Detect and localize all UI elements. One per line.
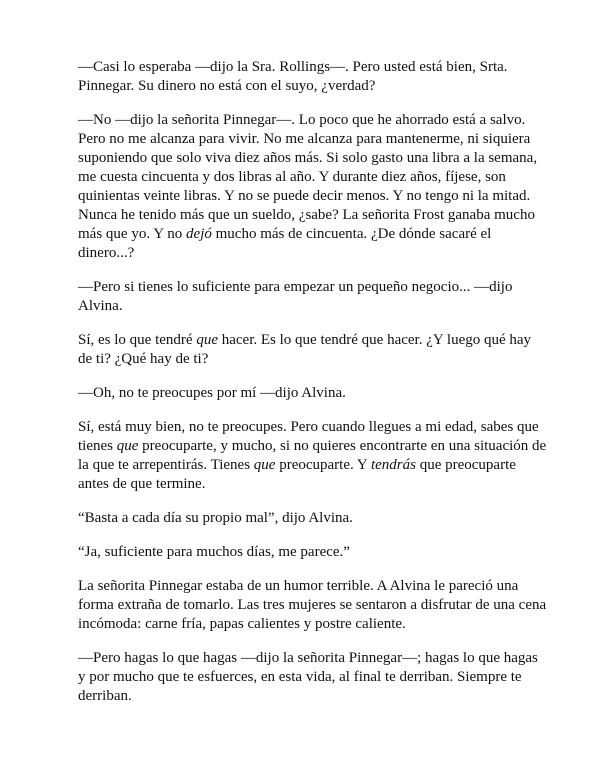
text-run: preocuparte, y mucho, si no quieres encontrarte en una situación de la que te arrepentirás. Tienes <box>78 438 547 473</box>
text-run: La señorita Pinnegar estaba de un humor terrible. A Alvina le pareció una forma extraña de tomarlo. Las tres mujeres se sentaron a disfrutar de una cena incómoda: carne fría, papas calientes y postre caliente. <box>78 578 547 632</box>
text-run: que preocuparte antes de que termine. <box>78 457 516 492</box>
paragraph <box>78 649 548 706</box>
document-page <box>78 58 548 721</box>
paragraph <box>78 331 548 369</box>
text-run: “Basta a cada día su propio mal”, dijo Alvina. <box>78 510 353 526</box>
paragraph <box>78 418 548 494</box>
text-run: Sí, está muy bien, no te preocupes. Pero cuando llegues a mi edad, sabes que tienes <box>78 419 539 454</box>
paragraph <box>78 543 548 562</box>
text-run: “Ja, suficiente para muchos días, me parece.” <box>78 544 350 560</box>
text-run: —Oh, no te preocupes por mí —dijo Alvina. <box>78 385 346 401</box>
text-run: mucho más de cincuenta. ¿De dónde sacaré el dinero...? <box>78 226 492 261</box>
text-run: —Pero si tienes lo suficiente para empezar un pequeño negocio... —dijo Alvina. <box>78 279 513 314</box>
paragraph <box>78 509 548 528</box>
text-run: —No —dijo la señorita Pinnegar—. Lo poco que he ahorrado está a salvo. Pero no me alcanza para vivir. No me alcanza para mantenerme, ni siquiera suponiendo que solo viva diez años más. Si solo gasto una libra a la semana, me cuesta cincuenta y dos libras al año. Y durante diez años, fíjese, son quinientas veinte libras. Y no se puede decir menos. Y no tengo ni la mitad. Nunca he tenido más que un sueldo, ¿sabe? La señorita Frost ganaba mucho más que yo. Y no <box>78 112 538 242</box>
text-run: preocuparte. Y <box>275 457 371 473</box>
paragraph <box>78 577 548 634</box>
paragraph <box>78 58 548 96</box>
italic-text-run: que <box>116 438 139 454</box>
text-run: —Casi lo esperaba —dijo la Sra. Rollings—. Pero usted está bien, Srta. Pinnegar. Su dinero no está con el suyo, ¿verdad? <box>78 59 508 94</box>
paragraph <box>78 278 548 316</box>
paragraph <box>78 111 548 263</box>
text-run: Sí, es lo que tendré <box>78 332 197 348</box>
italic-text-run: que <box>253 457 276 473</box>
italic-text-run: dejó <box>186 226 212 242</box>
paragraph <box>78 384 548 403</box>
italic-text-run: que <box>196 332 218 348</box>
italic-text-run: tendrás <box>370 457 416 473</box>
text-run: —Pero hagas lo que hagas —dijo la señorita Pinnegar—; hagas lo que hagas y por mucho que te esfuerces, en esta vida, al final te derriban. Siempre te derriban. <box>78 650 538 704</box>
text-run: hacer. Es lo que tendré que hacer. ¿Y luego qué hay de ti? ¿Qué hay de ti? <box>78 332 532 367</box>
